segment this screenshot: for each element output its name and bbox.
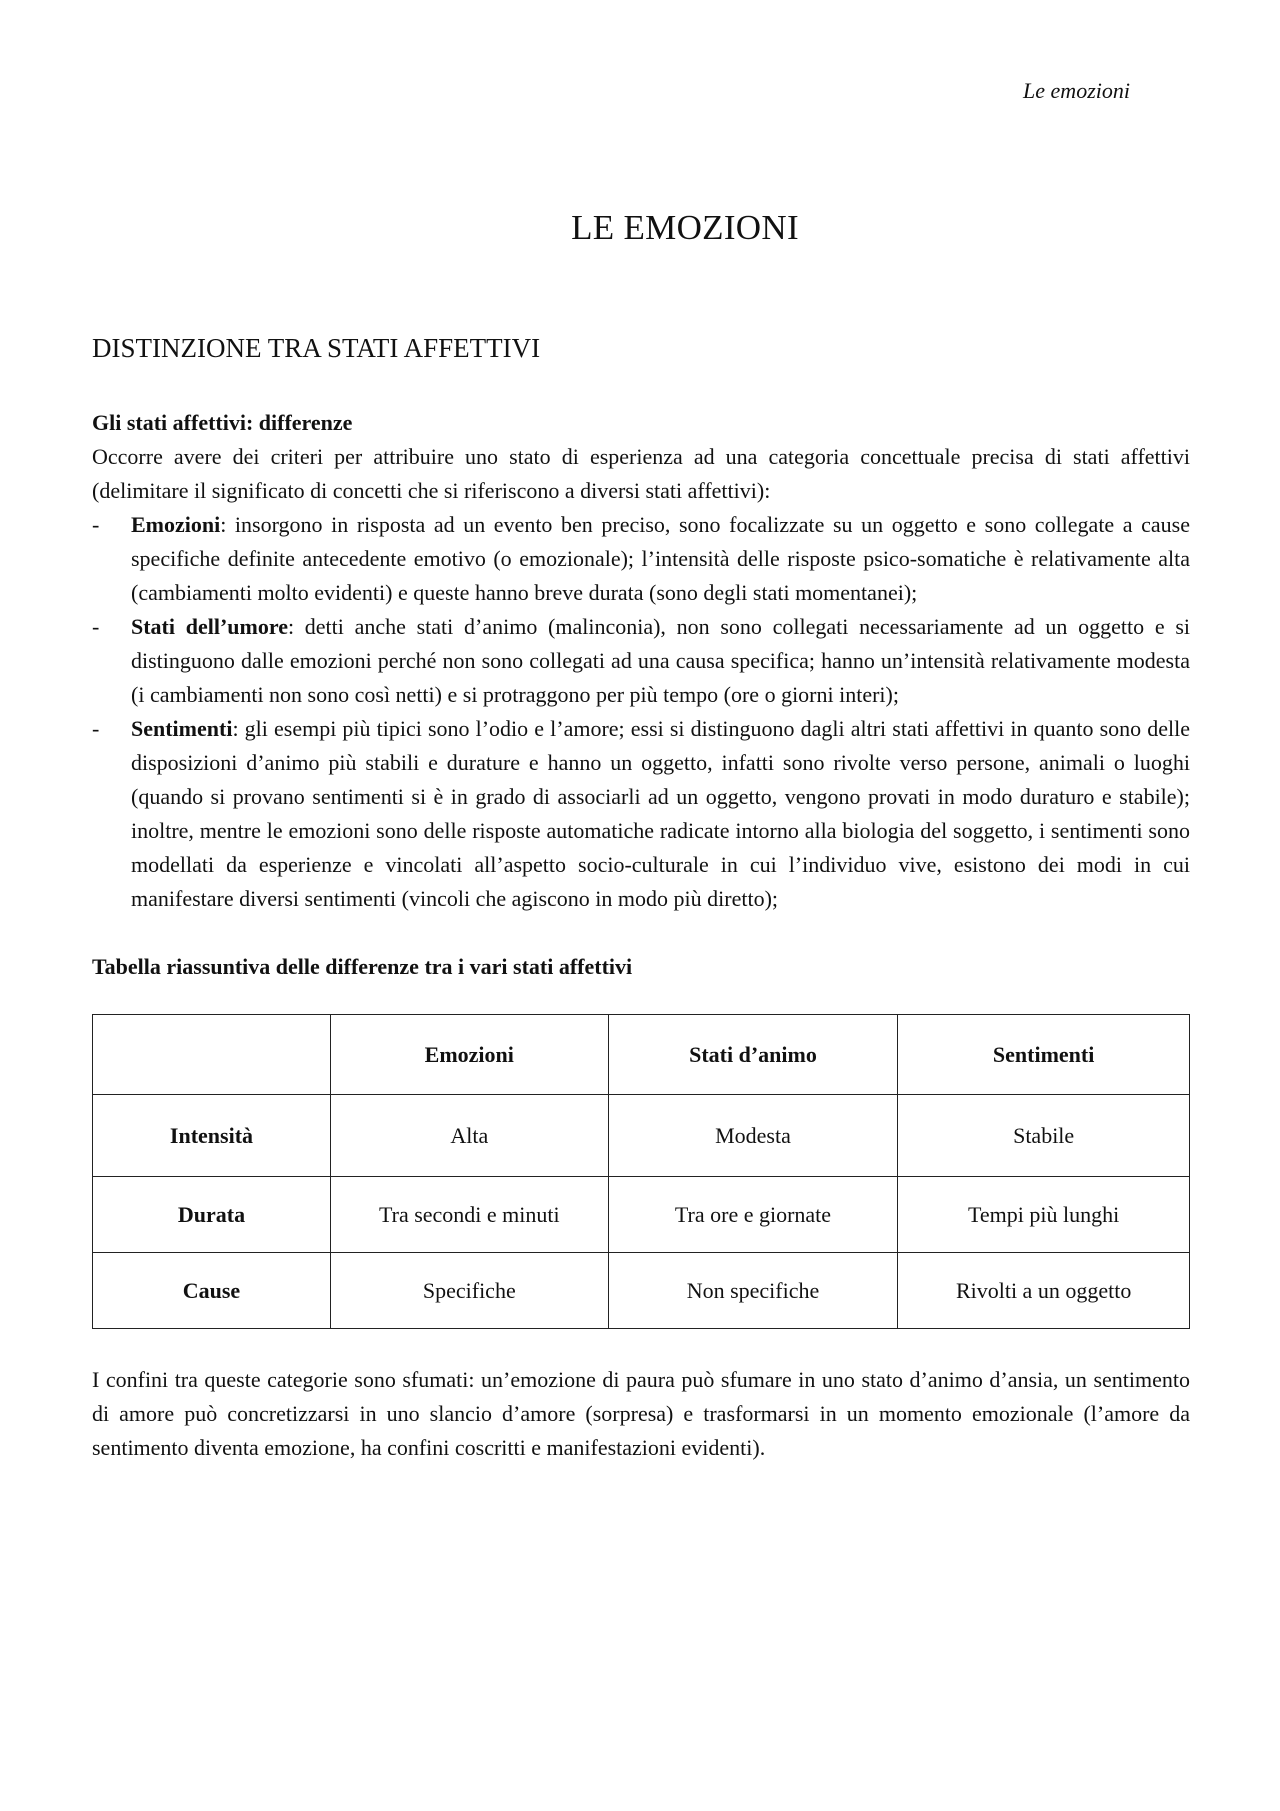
subheading: Gli stati affettivi: differenze xyxy=(92,410,353,435)
table-cell: Tempi più lunghi xyxy=(898,1177,1190,1253)
bullet-marker: - xyxy=(92,512,100,537)
bullet-item-sentimenti xyxy=(92,712,1190,916)
bullet-item-emozioni xyxy=(92,508,1190,610)
table-cell: Non specifiche xyxy=(608,1253,898,1329)
bullet-term: Emozioni xyxy=(131,512,221,537)
bullet-item-stati-umore xyxy=(92,610,1190,712)
table-cell: Tra secondi e minuti xyxy=(330,1177,608,1253)
table-header-cell: Emozioni xyxy=(330,1015,608,1095)
bullet-text: : gli esempi più tipici sono l’odio e l’amore; essi si distinguono dagli altri stati affettivi in quanto sono delle disposizioni d’animo più stabili e durature e hanno un oggetto, infatti sono rivolte verso persone, animali o luoghi (quando si provano sentimenti si è in grado di associarli ad un oggetto, vengono provati in modo duraturo e stabile); inoltre, mentre le emozioni sono delle risposte automatiche radicate intorno alla biologia del soggetto, i sentimenti sono modellati da esperienze e vincolati all’aspetto socio-culturale in cui l’individuo vive, esistono dei modi in cui manifestare diversi sentimenti (vincoli che agiscono in modo più diretto); xyxy=(131,716,1190,911)
closing-paragraph: I confini tra queste categorie sono sfumati: un’emozione di paura può sfumare in uno stato d’animo d’ansia, un sentimento di amore può concretizzarsi in uno slancio d’amore (sorpresa) e trasformarsi in un momento emozionale (l’amore da sentimento diventa emozione, ha confini coscritti e manifestazioni evidenti). xyxy=(92,1367,1190,1460)
table-cell: Rivolti a un oggetto xyxy=(898,1253,1190,1329)
table-row xyxy=(93,1253,1190,1329)
table-header-cell: Sentimenti xyxy=(898,1015,1190,1095)
table-cell: Modesta xyxy=(608,1095,898,1177)
table-row-header: Durata xyxy=(93,1177,331,1253)
document-body xyxy=(92,406,1190,1465)
table-cell: Alta xyxy=(330,1095,608,1177)
bullet-term: Sentimenti xyxy=(131,716,233,741)
section-heading: DISTINZIONE TRA STATI AFFETTIVI xyxy=(92,333,541,363)
table-cell: Tra ore e giornate xyxy=(608,1177,898,1253)
intro-paragraph: Occorre avere dei criteri per attribuire uno stato di esperienza ad una categoria concettuale precisa di stati affettivi (delimitare il significato di concetti che si riferiscono a diversi stati affettivi): xyxy=(92,444,1190,503)
bullet-list xyxy=(92,508,1190,916)
table-title: Tabella riassuntiva delle differenze tra i vari stati affettivi xyxy=(92,954,633,979)
bullet-marker: - xyxy=(92,716,100,741)
bullet-marker: - xyxy=(92,614,100,639)
running-header: Le emozioni xyxy=(1023,78,1130,103)
table-cell: Specifiche xyxy=(330,1253,608,1329)
bullet-term: Stati dell’umore xyxy=(131,614,288,639)
table-row xyxy=(93,1177,1190,1253)
table-row-header: Intensità xyxy=(93,1095,331,1177)
bullet-text: : insorgono in risposta ad un evento ben preciso, sono focalizzate su un oggetto e sono collegate a cause specifiche definite antecedente emotivo (o emozionale); l’intensità delle risposte psico-somatiche è relativamente alta (cambiamenti molto evidenti) e queste hanno breve durata (sono degli stati momentanei); xyxy=(131,512,1190,605)
table-header-row xyxy=(93,1015,1190,1095)
summary-table xyxy=(92,1014,1190,1329)
table-row xyxy=(93,1095,1190,1177)
bullet-text: : detti anche stati d’animo (malinconia), non sono collegati necessariamente ad un oggetto e si distinguono dalle emozioni perché non sono collegati ad una causa specifica; hanno un’intensità relativamente modesta (i cambiamenti non sono così netti) e si protraggono per più tempo (ore o giorni interi); xyxy=(131,614,1190,707)
table-cell: Stabile xyxy=(898,1095,1190,1177)
document-title: LE EMOZIONI xyxy=(571,208,799,247)
table-row-header: Cause xyxy=(93,1253,331,1329)
table-header-cell: Stati d’animo xyxy=(608,1015,898,1095)
table-header-cell xyxy=(93,1015,331,1095)
